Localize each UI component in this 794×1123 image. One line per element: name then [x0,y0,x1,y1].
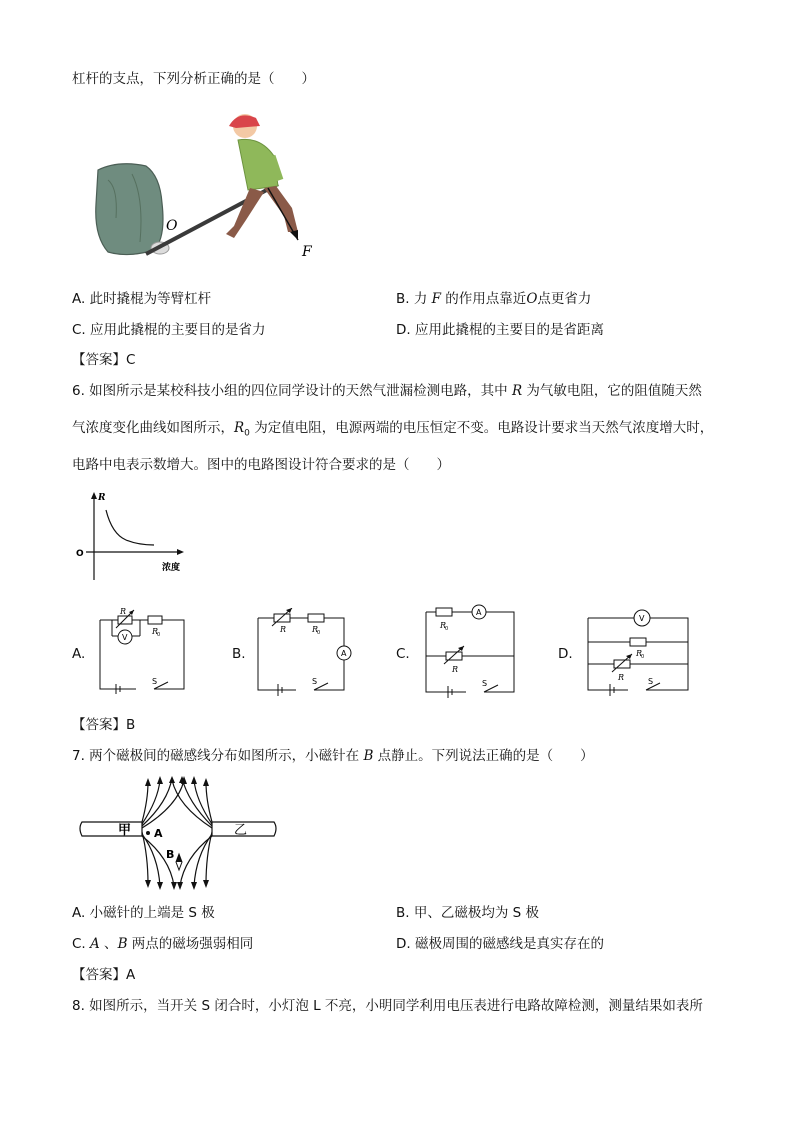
q5-stem-tail: 杠杆的支点，下列分析正确的是（ ） [72,71,315,87]
point-a-dot [146,831,150,835]
svg-text:R: R [280,625,287,634]
q6-stem-line3: 电路中电表示数增大。图中的电路图设计符合要求的是（ ） [72,457,450,473]
q7-answer: 【答案】A [72,967,136,983]
point-a-label: A [154,827,163,840]
q7-option-c: C. A 、B 两点的磁场强弱相同 [72,936,254,952]
svg-text:S: S [312,677,318,686]
svg-text:A: A [476,608,482,617]
resistance-curve [106,510,154,545]
resistance-graph [72,488,192,588]
q5-option-a: A. 此时撬棍为等臂杠杆 [72,291,212,307]
graph-y-label: R [98,493,106,503]
svg-text:0: 0 [445,626,449,632]
svg-text:0: 0 [641,654,645,660]
boy-leg-left [226,188,264,238]
svg-text:R: R [636,649,643,658]
svg-text:R: R [312,625,319,634]
q5-option-c: C. 应用此撬棍的主要目的是省力 [72,322,266,338]
circuit-d [584,604,694,696]
pole-jia [80,822,142,836]
point-b-label: B [166,848,175,861]
rock [96,164,163,255]
q7-option-a: A. 小磁针的上端是 S 极 [72,905,215,921]
svg-text:A: A [341,649,347,658]
svg-text:0: 0 [317,630,321,636]
boy-cap [229,115,260,128]
q5-answer: 【答案】C [72,352,136,368]
svg-text:0: 0 [157,632,161,638]
svg-text:R: R [440,621,447,630]
label-O: O [166,218,178,234]
circuit-c [420,600,520,698]
graph-x-label: 浓度 [162,563,181,573]
q5-option-d: D. 应用此撬棍的主要目的是省距离 [396,322,604,338]
q7-stem: 7. 两个磁极间的磁感线分布如图所示，小磁针在 B 点静止。下列说法正确的是（ ） [72,748,594,764]
svg-text:V: V [639,614,645,623]
pole-right-label: 乙 [234,823,248,838]
circuit-label-c: C. [396,646,410,662]
q6-answer: 【答案】B [72,717,136,733]
circuit-label-b: B. [232,646,246,662]
svg-text:S: S [648,677,654,686]
svg-text:S: S [152,677,158,686]
svg-text:R: R [120,607,127,616]
q7-option-b: B. 甲、乙磁极均为 S 极 [396,905,539,921]
magnet-field-figure [78,776,288,892]
svg-text:S: S [482,679,488,688]
svg-text:R: R [452,665,459,674]
q7-option-d: D. 磁极周围的磁感线是真实存在的 [396,936,604,952]
circuit-label-d: D. [558,646,573,662]
graph-origin: O [76,549,84,559]
q6-stem-line1: 6. 如图所示是某校科技小组的四位同学设计的天然气泄漏检测电路，其中 R 为气敏电阻，它的阻值随天然 [72,383,702,399]
circuit-b [254,608,354,696]
boy-leg-right [264,186,298,232]
circuit-a [96,600,191,696]
q8-stem: 8. 如图所示，当开关 S 闭合时，小灯泡 L 不亮，小明同学利用电压表进行电路故障检测，测量结果如表所 [72,998,703,1014]
svg-text:R: R [152,627,159,636]
lever-figure [88,108,328,263]
q5-option-b: B. 力 F 的作用点靠近O点更省力 [396,291,592,307]
svg-text:V: V [122,633,128,642]
q6-stem-line2: 气浓度变化曲线如图所示，$R_0$ 为定值电阻，电源两端的电压恒定不变。电路设计要求当天然气浓度增大时， [72,420,714,439]
circuit-label-a: A. [72,646,86,662]
label-F: F [302,244,312,260]
svg-text:R: R [618,673,625,682]
pole-left-label: 甲 [118,823,132,838]
